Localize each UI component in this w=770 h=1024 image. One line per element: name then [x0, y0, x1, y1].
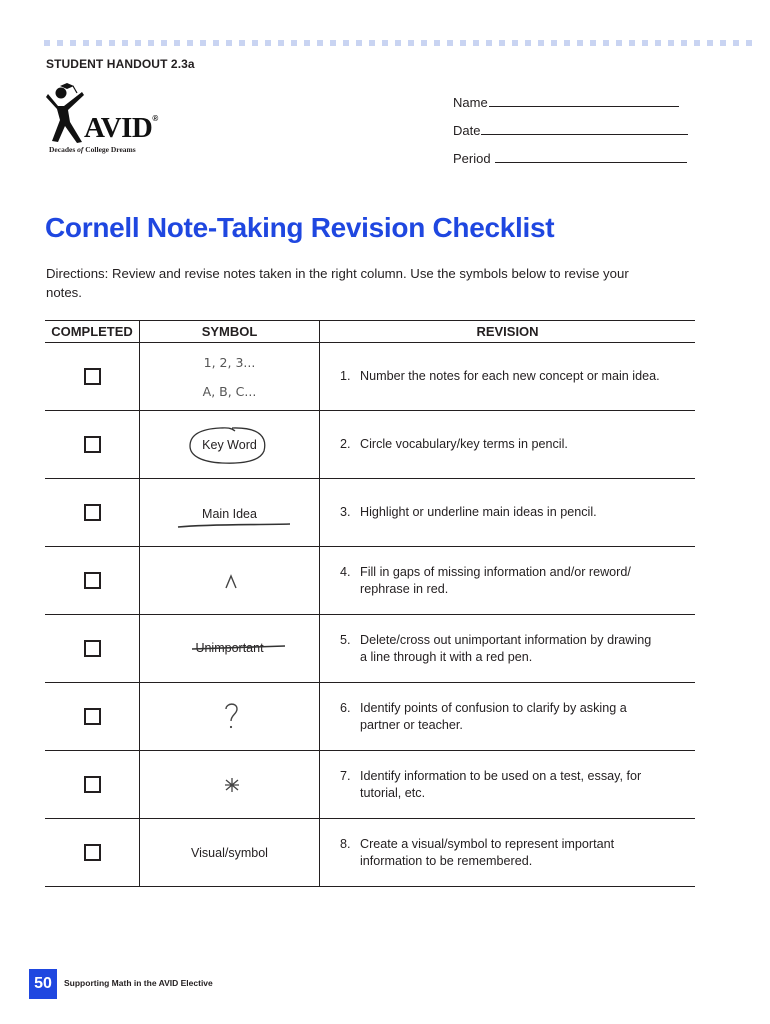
symbol-unimportant: Unimportant	[140, 615, 319, 682]
name-field[interactable]: Name	[453, 94, 688, 122]
strikethrough-mark-icon	[140, 615, 319, 682]
completed-checkbox[interactable]	[84, 436, 101, 453]
footer-text: Supporting Math in the AVID Elective	[64, 978, 213, 988]
completed-checkbox[interactable]	[84, 776, 101, 793]
table-row	[45, 683, 695, 751]
avid-logo: AVID® Decades of College Dreams	[46, 82, 176, 162]
logo-tagline: Decades of College Dreams	[49, 145, 136, 154]
symbol-visual: Visual/symbol	[191, 846, 268, 860]
revision-checklist-table	[45, 320, 695, 887]
date-field[interactable]: Date	[453, 122, 688, 150]
table-row	[45, 751, 695, 819]
revision-text: 7. Identify information to be used on a test, essay, for tutorial, etc.	[340, 768, 642, 800]
table-row	[45, 615, 695, 683]
page-title: Cornell Note-Taking Revision Checklist	[45, 212, 555, 243]
header-completed: COMPLETED	[45, 321, 140, 343]
symbol-numbering: 1, 2, 3... A, B, C...	[202, 355, 257, 399]
table-row	[45, 411, 695, 479]
completed-checkbox[interactable]	[84, 504, 101, 521]
completed-checkbox[interactable]	[84, 368, 101, 385]
table-row	[45, 547, 695, 615]
caret-mark-icon	[140, 547, 319, 614]
page-number: 50	[29, 969, 57, 999]
completed-checkbox[interactable]	[84, 640, 101, 657]
header-symbol: SYMBOL	[140, 321, 320, 343]
completed-checkbox[interactable]	[84, 708, 101, 725]
completed-checkbox[interactable]	[84, 844, 101, 861]
symbol-main-idea: Main Idea	[140, 479, 319, 546]
symbol-caret	[140, 547, 319, 614]
revision-text: 4. Fill in gaps of missing information and/or reword/ rephrase in red.	[340, 564, 631, 596]
table-row	[45, 343, 695, 411]
period-field[interactable]: Period	[453, 150, 688, 178]
asterisk-mark-icon	[140, 751, 319, 818]
directions-text: Directions: Review and revise notes taken in the right column. Use the symbols below to revise your notes.	[46, 266, 629, 300]
student-info-fields	[453, 94, 688, 178]
symbol-key-word: Key Word	[140, 411, 319, 478]
revision-text: 6. Identify points of confusion to clarify by asking a partner or teacher.	[340, 700, 627, 732]
underline-mark-icon	[140, 479, 319, 546]
revision-text: 1. Number the notes for each new concept or main idea.	[340, 369, 660, 383]
symbol-asterisk	[140, 751, 319, 818]
decorative-dotted-border	[44, 40, 754, 46]
header-revision: REVISION	[320, 321, 696, 343]
revision-text: 2. Circle vocabulary/key terms in pencil.	[340, 437, 568, 451]
revision-text: 8. Create a visual/symbol to represent important information to be remembered.	[340, 836, 615, 868]
table-row	[45, 819, 695, 887]
question-mark-icon	[140, 683, 319, 750]
revision-text: 5. Delete/cross out unimportant information by drawing a line through it with a red pen.	[340, 632, 652, 664]
table-row	[45, 479, 695, 547]
symbol-question	[140, 683, 319, 750]
revision-text: 3. Highlight or underline main ideas in pencil.	[340, 505, 597, 519]
handout-label: STUDENT HANDOUT 2.3a	[46, 57, 195, 71]
completed-checkbox[interactable]	[84, 572, 101, 589]
